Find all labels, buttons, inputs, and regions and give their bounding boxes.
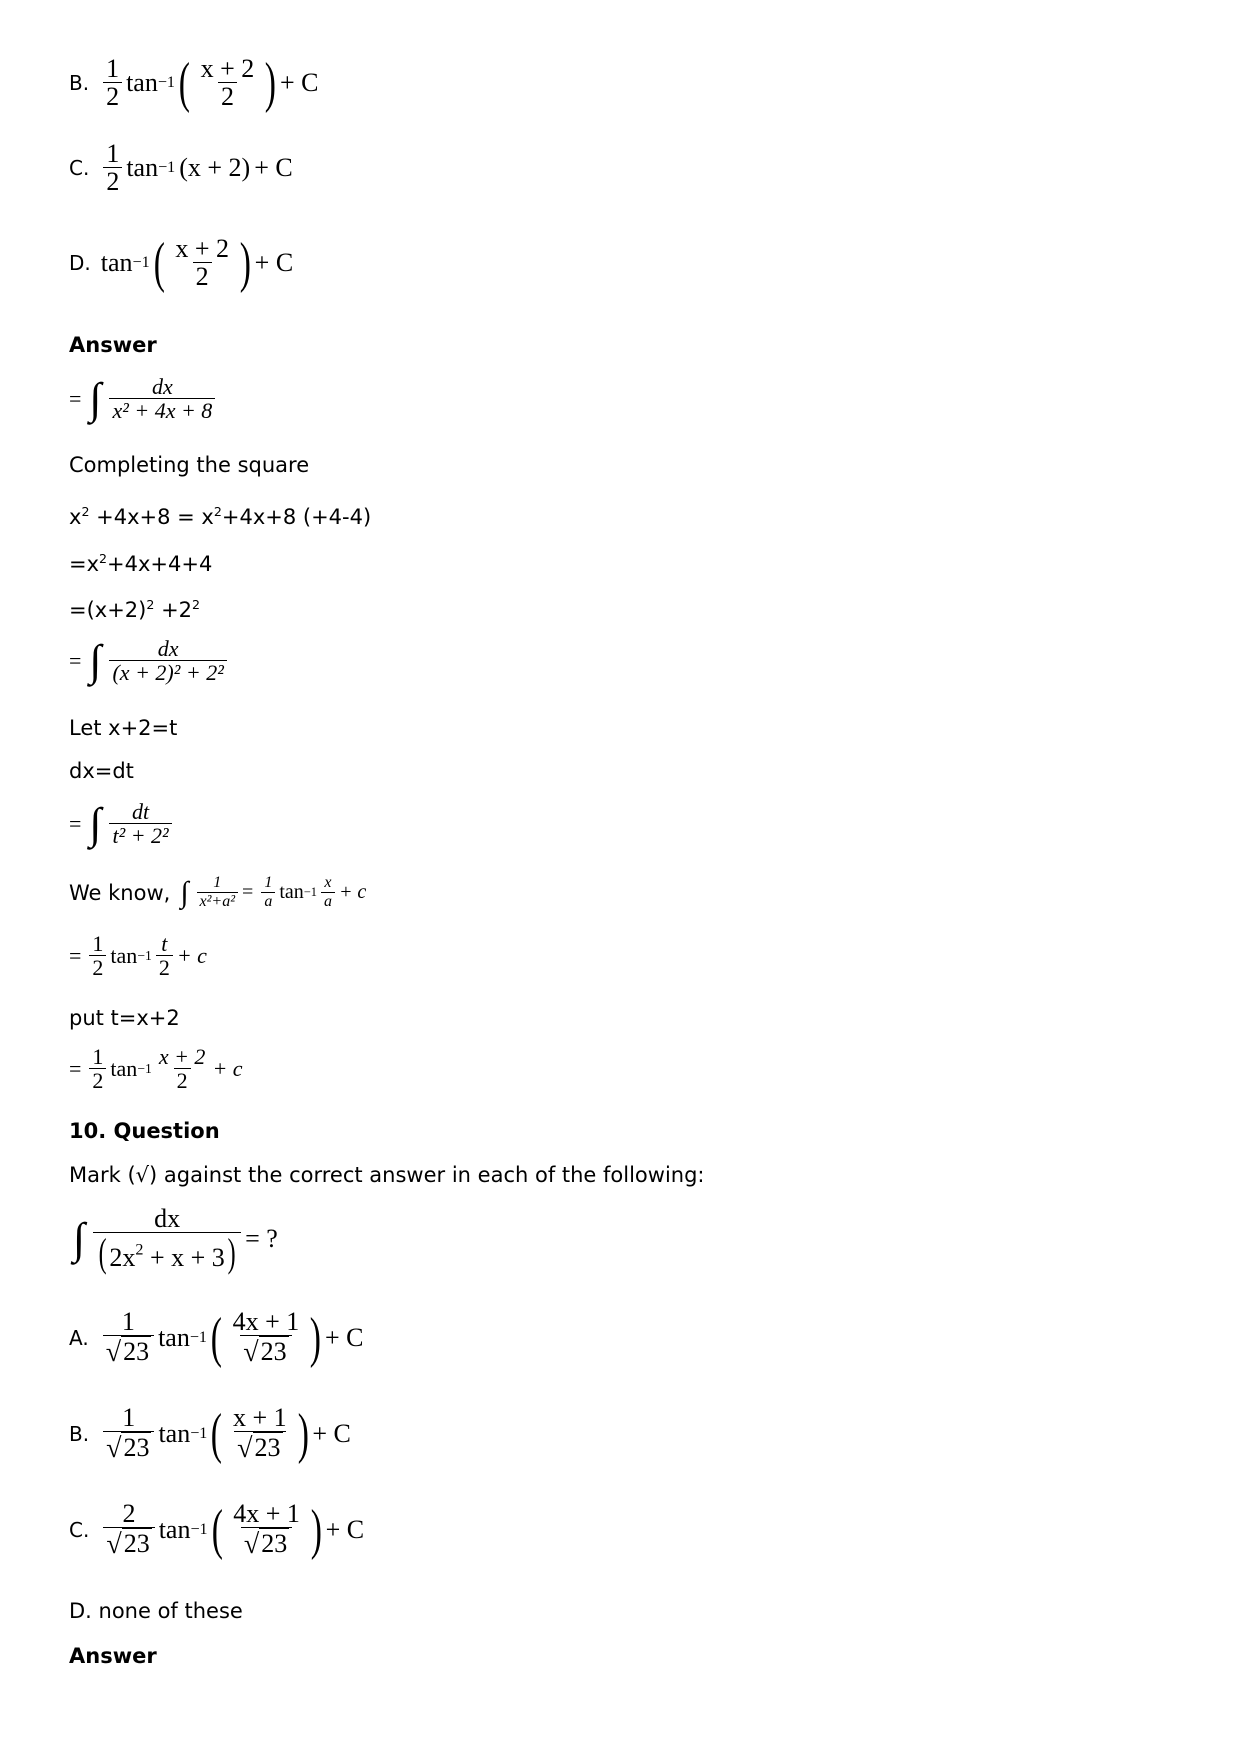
option-label: B. [69, 1421, 90, 1446]
back-substitution-text: put t=x+2 [69, 1006, 180, 1030]
result-step-1: = $\frac{1}{2}$ tan −1 $\frac{t}{2}$ + c [69, 931, 207, 981]
sqrt-icon: √ 23 [105, 1337, 150, 1369]
option-label: C. [69, 156, 90, 181]
sqrt-icon: √ 23 [237, 1433, 281, 1465]
option-label: C. [69, 1517, 90, 1542]
expansion-line-3: $=(x+2)^2 +2^2$ [69, 597, 201, 622]
integral-sign: ∫ [89, 799, 102, 849]
integral-sign: ∫ [89, 374, 102, 424]
constant-term: + C [254, 153, 293, 183]
integral-sign: ∫ [89, 636, 102, 686]
constant-term: + C [279, 68, 319, 98]
sqrt-icon: √ 23 [106, 1529, 150, 1561]
coefficient-fraction: $\frac{1}{2}$ [103, 140, 122, 197]
integral-sign: ∫ [180, 875, 189, 909]
option-b-q10: B. 1 √ 23 tan −1 ( x + 1 √ 23 ) + C [69, 1402, 351, 1465]
coefficient-fraction: 1 √ 23 [103, 1404, 154, 1464]
constant-term: + C [254, 248, 294, 278]
substitution-text: Let x+2=t [69, 716, 178, 740]
sqrt-icon: √ 23 [106, 1433, 150, 1465]
tan-function: tan [100, 248, 133, 278]
argument-fraction: 4x + 1 √ 23 [232, 1307, 300, 1369]
tan-function: tan [158, 1322, 190, 1352]
option-a: A. 1 √ 23 tan −1 ( 4x + 1 √ 23 ) + C [69, 1306, 364, 1369]
inverse-exponent: −1 [132, 254, 150, 272]
expansion-line-1: $x^2 +4x+8 = x^2+4x+8$ (+4-4) [69, 504, 372, 529]
sqrt-icon: √ 23 [243, 1529, 288, 1561]
expansion-line-2: $=x^2+4x+4+4$ [69, 551, 213, 576]
integral-step-3: = ∫ $\frac{dt}{\text{t² + 2²}}$ [69, 800, 176, 848]
argument-fraction: $\frac{x + 2}{2}$ [200, 54, 255, 112]
option-c-q10: C. 2 √ 23 tan −1 ( 4x + 1 √ 23 ) + C [69, 1498, 365, 1561]
standard-formula: We know, ∫ $\frac{1}{\text{x²+a²}}$ = $\frac{1}{a}$ tan −1 $\frac{x}{a}$ + c [69, 874, 367, 910]
answer-heading-q10: Answer [69, 1644, 157, 1668]
question-instruction: Mark (√) against the correct answer in each of the following: [69, 1163, 705, 1187]
question-heading: 10. Question [69, 1119, 220, 1143]
integral-sign: ∫ [73, 1214, 86, 1264]
differential-text: dx=dt [69, 759, 134, 783]
coefficient-fraction: 2 √ 23 [103, 1500, 154, 1560]
integral-step-1: = ∫ $\frac{dx}{\text{x² + 4x + 8}}$ [69, 375, 219, 423]
integral-step-2: = ∫ $\frac{dx}{\text{(x + 2)² + 2²}}$ [69, 637, 231, 685]
inverse-exponent: −1 [158, 159, 176, 177]
constant-term: + C [312, 1418, 351, 1448]
option-label: D. [69, 251, 91, 276]
option-d-q10: D. none of these [69, 1599, 243, 1623]
option-b: B. $\frac{1}{2}$ tan −1 ( $\frac{x + 2}{2}$ ) + C [69, 52, 319, 115]
constant-term: + C [324, 1322, 364, 1352]
coefficient-fraction: $\frac{1}{2}$ [103, 55, 122, 112]
completing-square-text: Completing the square [69, 453, 310, 477]
coefficient-fraction: 1 √ 23 [103, 1308, 154, 1368]
inverse-exponent: −1 [157, 74, 175, 92]
option-d: D. tan −1 ( $\frac{x + 2}{2}$ ) + C [69, 232, 294, 295]
tan-function: tan [158, 1418, 191, 1448]
tan-function: tan [158, 1514, 191, 1544]
argument-fraction: 4x + 1 √ 23 [233, 1499, 300, 1561]
option-label: A. [69, 1325, 89, 1350]
argument: (x + 2) [179, 153, 251, 183]
sqrt-icon: √ 23 [243, 1337, 287, 1369]
constant-term: + C [325, 1514, 365, 1544]
tan-function: tan [126, 68, 158, 98]
argument-fraction: $\frac{x + 2}{2}$ [175, 234, 229, 292]
option-label: B. [69, 71, 90, 96]
argument-fraction: x + 1 √ 23 [233, 1403, 287, 1465]
answer-heading: Answer [69, 333, 157, 357]
option-c [69, 140, 293, 197]
tan-function: tan [126, 153, 159, 183]
result-final: = $\frac{1}{2}$ tan −1 $\frac{x + 2}{2}$ + c [69, 1044, 243, 1094]
question-integral: ∫ $\frac{dx}{( 2x^2 + x + 3)}$ = ? [73, 1204, 278, 1276]
